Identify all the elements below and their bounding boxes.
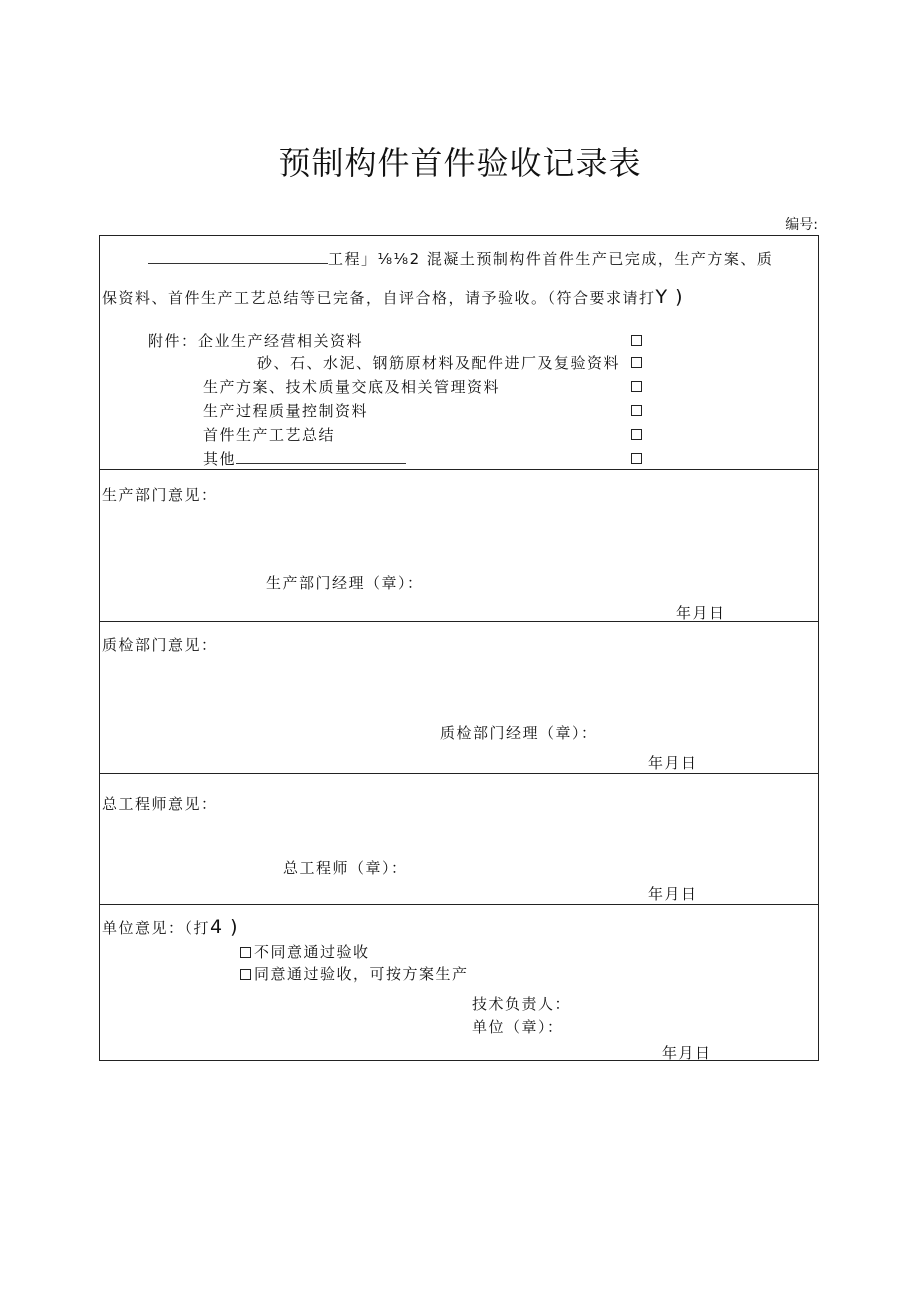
attachment-checkbox-4[interactable] xyxy=(631,405,642,416)
application-text-2: 保资料、首件生产工艺总结等已完备，自评合格，请予验收。（符合要求请打 xyxy=(102,289,656,307)
unit-opinion-label: 单位意见：（打 xyxy=(102,919,211,937)
attachment-item-1: 企业生产经营相关资料 xyxy=(198,332,364,350)
chief-engineer-section xyxy=(100,774,818,905)
project-suffix: 工程」⅛⅛2 xyxy=(328,250,421,268)
attachment-checkbox-6[interactable] xyxy=(631,453,642,464)
application-line-1 xyxy=(148,248,773,269)
quality-manager-label: 质检部门经理（章）： xyxy=(440,724,598,742)
unit-section xyxy=(100,905,818,1061)
unit-check-hint: 4 ) xyxy=(210,916,239,938)
disagree-label: 不同意通过验收 xyxy=(254,943,370,961)
acceptance-form xyxy=(99,235,819,1061)
production-opinion-label: 生产部门意见： xyxy=(102,486,218,504)
production-date-label: 年月日 xyxy=(676,604,726,622)
attachments-label: 附件： xyxy=(148,332,198,350)
unit-date-label: 年月日 xyxy=(662,1044,712,1062)
serial-number-label: 编号: xyxy=(785,217,818,233)
attachment-checkbox-2[interactable] xyxy=(631,357,642,368)
attachment-item-2: 砂、石、水泥、钢筋原材料及配件进厂及复验资料 xyxy=(257,354,621,372)
project-name-blank[interactable] xyxy=(148,250,328,264)
form-title: 预制构件首件验收记录表 xyxy=(278,144,642,182)
attachment-item-3: 生产方案、技术质量交底及相关管理资料 xyxy=(203,378,501,396)
attachment-checkbox-5[interactable] xyxy=(631,429,642,440)
production-manager-label: 生产部门经理（章）： xyxy=(266,574,424,592)
option-disagree xyxy=(240,941,370,962)
quality-section xyxy=(100,622,818,774)
tech-lead-label: 技术负责人： xyxy=(472,995,572,1013)
check-mark-hint: Y ) xyxy=(655,286,684,308)
disagree-checkbox[interactable] xyxy=(240,947,251,958)
application-text-1: 混凝土预制构件首件生产已完成，生产方案、质 xyxy=(426,250,774,268)
attachment-checkbox-3[interactable] xyxy=(631,381,642,392)
other-label: 其他 xyxy=(203,450,237,468)
attachment-item-4: 生产过程质量控制资料 xyxy=(203,402,369,420)
unit-opinion-line xyxy=(102,916,239,938)
chief-engineer-label: 总工程师（章）： xyxy=(283,859,408,877)
other-blank[interactable] xyxy=(236,450,406,464)
attachment-item-6 xyxy=(203,448,406,469)
option-agree xyxy=(240,963,469,984)
quality-date-label: 年月日 xyxy=(648,754,698,772)
unit-seal-label: 单位（章）： xyxy=(472,1018,564,1036)
application-line-2 xyxy=(102,286,684,308)
chief-date-label: 年月日 xyxy=(648,885,698,903)
attachment-checkbox-1[interactable] xyxy=(631,335,642,346)
chief-opinion-label: 总工程师意见： xyxy=(102,795,218,813)
attachment-item-5: 首件生产工艺总结 xyxy=(203,426,336,444)
production-section xyxy=(100,470,818,622)
quality-opinion-label: 质检部门意见： xyxy=(102,636,218,654)
application-section xyxy=(100,236,818,470)
agree-checkbox[interactable] xyxy=(240,969,251,980)
agree-label: 同意通过验收，可按方案生产 xyxy=(254,965,469,983)
